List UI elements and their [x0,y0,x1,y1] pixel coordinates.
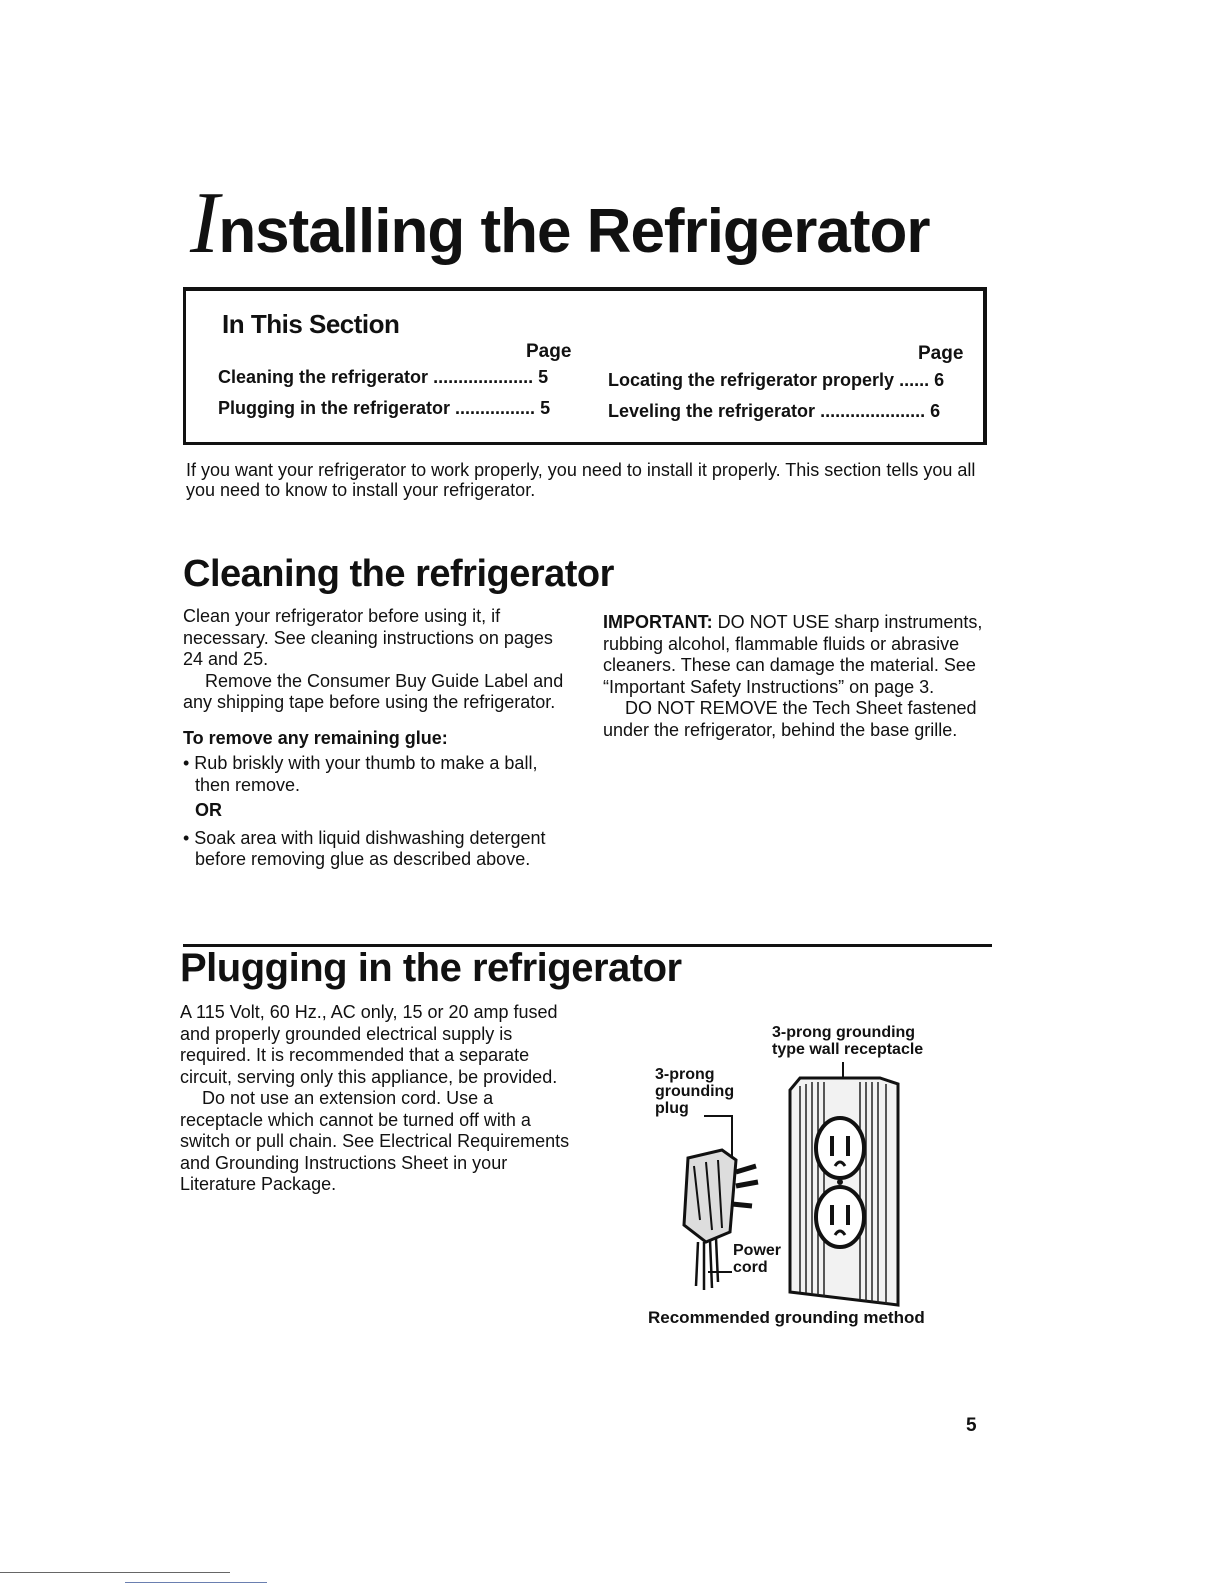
toc-leader-dots: ..................... [820,401,926,421]
toc-heading: In This Section [222,309,400,339]
figure-caption: Recommended grounding method [648,1308,925,1327]
toc-page-label-right: Page [918,343,964,364]
title-rest: nstalling the Refrigerator [218,197,930,266]
glue-subheading: To remove any remaining glue: [183,727,448,748]
toc-leader-dots: ................ [455,398,536,418]
glue-bullet-2: • Soak area with liquid dishwashing detergent before removing glue as described above. [183,827,546,869]
power-cord [696,1238,718,1290]
plugging-text [180,1002,570,1196]
cord-label-line-2: cord [733,1259,768,1276]
important-text: DO NOT USE sharp instruments, rubbing alcohol, flammable fluids or abrasive cleaners. These can damage the material. See “Important Safety Instructions” on page 3. [603,612,983,697]
toc-item-locating[interactable] [608,370,944,391]
toc-item-page: 6 [930,401,941,421]
cleaning-paragraph-1: Clean your refrigerator before using it, if necessary. See cleaning instructions on pages 24 and 25. [183,606,553,669]
section-toc-box [183,287,987,445]
toc-item-label: Locating the refrigerator properly [608,370,895,390]
scan-edge-mark-blue [125,1582,267,1583]
glue-or: OR [195,800,222,820]
grounding-illustration [640,1020,960,1310]
toc-leader-dots: .................... [433,367,534,387]
toc-item-cleaning[interactable] [218,367,548,388]
plug-label-line-3: plug [655,1100,689,1117]
cleaning-right-column [603,612,983,741]
scan-edge-mark [0,1572,230,1573]
page-number: 5 [966,1415,977,1436]
toc-item-label: Leveling the refrigerator [608,401,816,421]
toc-item-label: Cleaning the refrigerator [218,367,429,387]
toc-item-label: Plugging in the refrigerator [218,398,451,418]
important-label: IMPORTANT: [603,612,713,632]
cleaning-left-column [183,606,573,871]
plugging-paragraph-2: Do not use an extension cord. Use a receptacle which cannot be turned off with a switch or pull chain. See Electrical Requirements and Grounding Instructions Sheet in your Literature Package. [180,1088,570,1194]
toc-item-page: 5 [538,367,549,387]
toc-item-plugging[interactable] [218,398,550,419]
plugging-paragraph-1: A 115 Volt, 60 Hz., AC only, 15 or 20 amp fused and properly grounded electrical supply is required. It is recommended that a separate circuit, serving only this appliance, be provided. [180,1002,558,1087]
toc-item-leveling[interactable] [608,401,940,422]
intro-paragraph: If you want your refrigerator to work properly, you need to install it properly. This section tells you all you need to know to install your refrigerator. [186,460,976,500]
tech-sheet-paragraph: DO NOT REMOVE the Tech Sheet fastened under the refrigerator, behind the base grille. [603,698,977,740]
plug-label-line-2: grounding [655,1083,735,1100]
page-title [190,175,930,272]
toc-leader-dots: ...... [899,370,930,390]
toc-item-page: 6 [934,370,945,390]
important-paragraph [603,612,983,698]
plugging-heading: Plugging in the refrigerator [180,946,682,990]
glue-bullet-1: • Rub briskly with your thumb to make a ball, then remove. [183,753,538,795]
toc-item-page: 5 [540,398,551,418]
toc-page-label-left: Page [526,341,572,362]
grounding-plug [684,1150,758,1290]
plug-label-line-1: 3-prong [655,1066,715,1083]
wall-receptacle [790,1078,898,1305]
title-initial: I [190,175,219,272]
cleaning-heading: Cleaning the refrigerator [183,553,614,595]
cleaning-paragraph-2: Remove the Consumer Buy Guide Label and any shipping tape before using the refrigerator. [183,670,564,712]
receptacle-label-line-1: 3-prong grounding [772,1024,916,1041]
outlet-upper [816,1118,864,1178]
outlet-lower [816,1187,864,1247]
receptacle-label-line-2: type wall receptacle [772,1041,924,1058]
cord-label-line-1: Power [733,1242,782,1259]
